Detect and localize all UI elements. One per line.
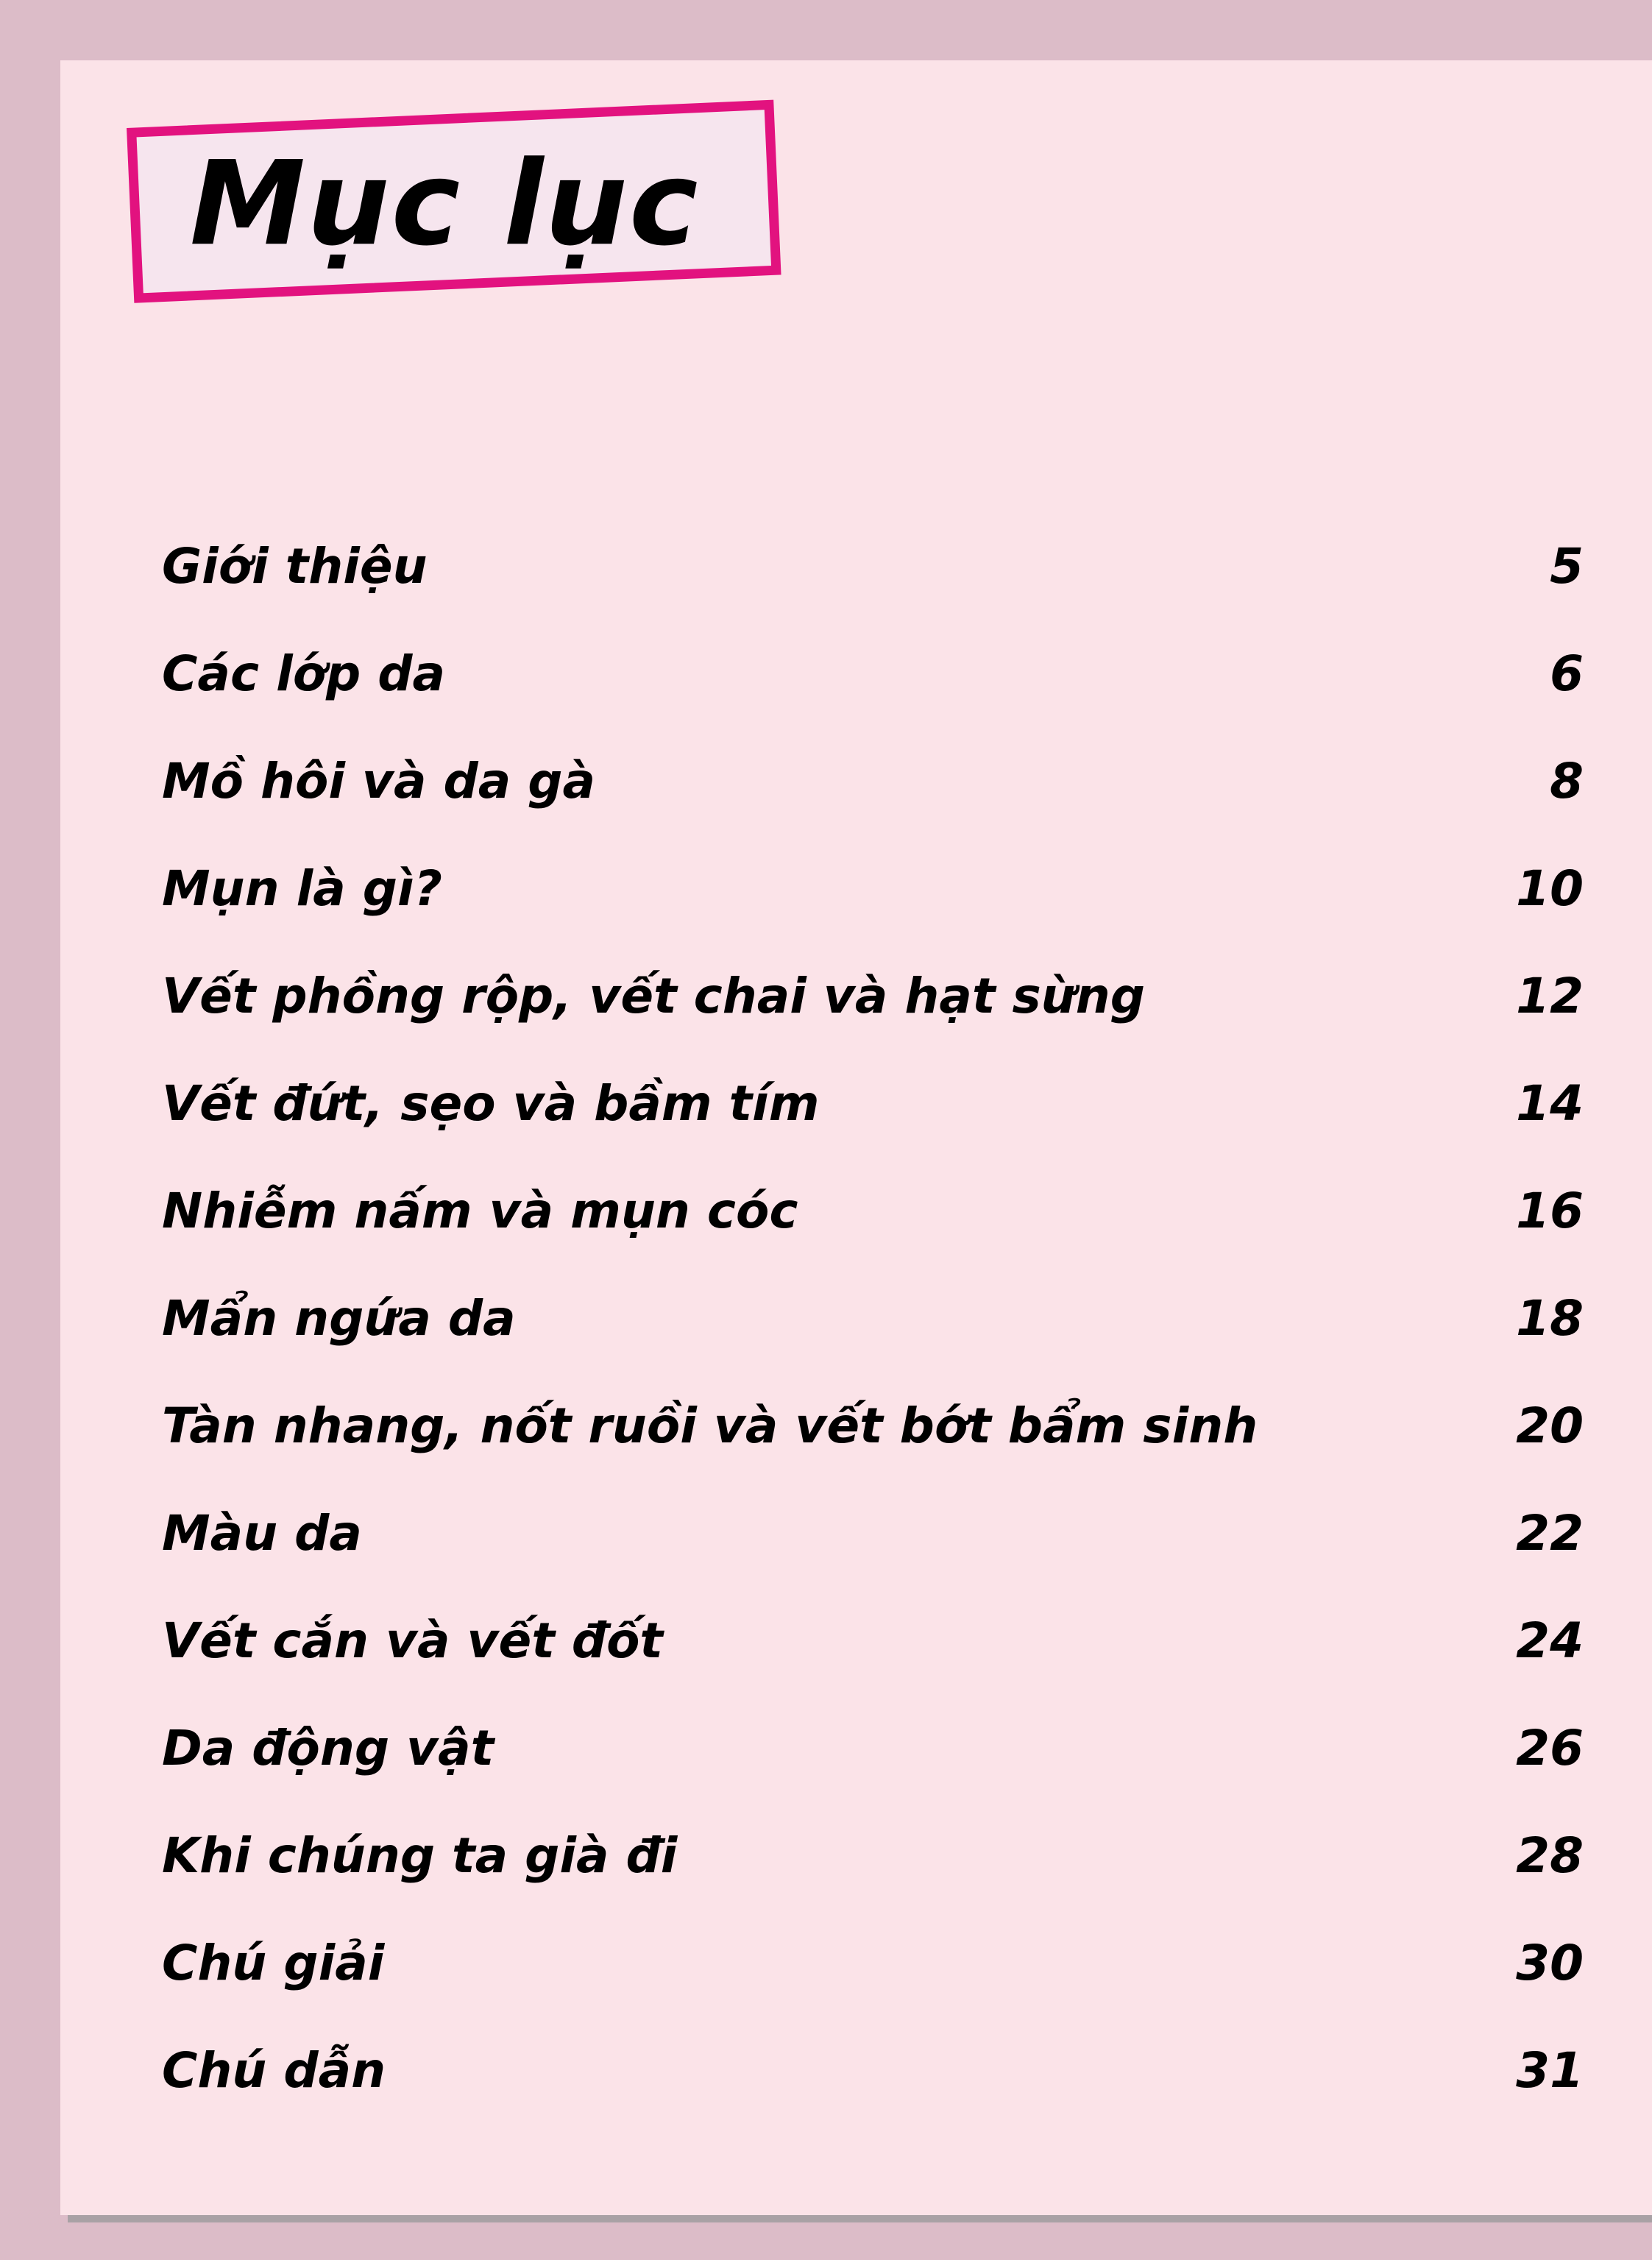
book-page <box>60 60 1652 2215</box>
toc-entry-title: Giới thiệu <box>162 537 428 595</box>
toc-entry-title: Tàn nhang, nốt ruồi và vết bớt bẩm sinh <box>162 1397 1258 1454</box>
toc-entry[interactable] <box>162 512 1584 620</box>
toc-entry[interactable] <box>162 620 1584 727</box>
toc-entry-title: Màu da <box>162 1504 362 1562</box>
toc-entry-page: 14 <box>1516 1074 1584 1132</box>
table-of-contents <box>162 512 1584 2124</box>
toc-entry-page: 5 <box>1550 537 1584 595</box>
toc-entry[interactable] <box>162 1802 1584 1909</box>
toc-entry-page: 31 <box>1516 2041 1584 2099</box>
toc-entry-title: Mụn là gì? <box>162 860 442 917</box>
toc-entry-title: Các lớp da <box>162 645 446 702</box>
toc-entry[interactable] <box>162 1694 1584 1802</box>
toc-entry-page: 6 <box>1550 645 1584 702</box>
toc-entry[interactable] <box>162 942 1584 1049</box>
toc-entry-title: Vết phồng rộp, vết chai và hạt sừng <box>162 967 1145 1024</box>
toc-entry-page: 20 <box>1516 1397 1584 1454</box>
toc-entry-page: 16 <box>1516 1182 1584 1239</box>
toc-entry[interactable] <box>162 1479 1584 1587</box>
toc-entry-title: Vết đứt, sẹo và bầm tím <box>162 1074 820 1132</box>
toc-entry-page: 28 <box>1516 1827 1584 1884</box>
toc-entry-title: Chú dẫn <box>162 2041 386 2099</box>
toc-entry-page: 22 <box>1516 1504 1584 1562</box>
toc-entry[interactable] <box>162 835 1584 942</box>
toc-entry-title: Mẩn ngứa da <box>162 1289 516 1347</box>
toc-entry-title: Chú giải <box>162 1934 385 1991</box>
toc-entry[interactable] <box>162 1587 1584 1694</box>
toc-entry-page: 8 <box>1550 752 1584 810</box>
toc-entry-page: 24 <box>1516 1612 1584 1669</box>
toc-entry[interactable] <box>162 2016 1584 2124</box>
toc-entry[interactable] <box>162 1909 1584 2016</box>
toc-entry-title: Nhiễm nấm và mụn cóc <box>162 1182 798 1239</box>
toc-entry-page: 26 <box>1516 1719 1584 1777</box>
page-title: Mục lục <box>189 136 700 272</box>
toc-entry[interactable] <box>162 1372 1584 1479</box>
toc-entry-page: 30 <box>1516 1934 1584 1991</box>
toc-entry[interactable] <box>162 1157 1584 1264</box>
toc-entry-title: Da động vật <box>162 1719 494 1777</box>
toc-entry[interactable] <box>162 727 1584 835</box>
toc-entry-page: 18 <box>1516 1289 1584 1347</box>
toc-entry-page: 10 <box>1516 860 1584 917</box>
toc-entry[interactable] <box>162 1264 1584 1372</box>
toc-entry-title: Khi chúng ta già đi <box>162 1827 678 1884</box>
title-box <box>127 100 781 303</box>
toc-entry[interactable] <box>162 1049 1584 1157</box>
toc-entry-title: Vết cắn và vết đốt <box>162 1612 663 1669</box>
toc-entry-title: Mồ hôi và da gà <box>162 752 596 810</box>
toc-entry-page: 12 <box>1516 967 1584 1024</box>
